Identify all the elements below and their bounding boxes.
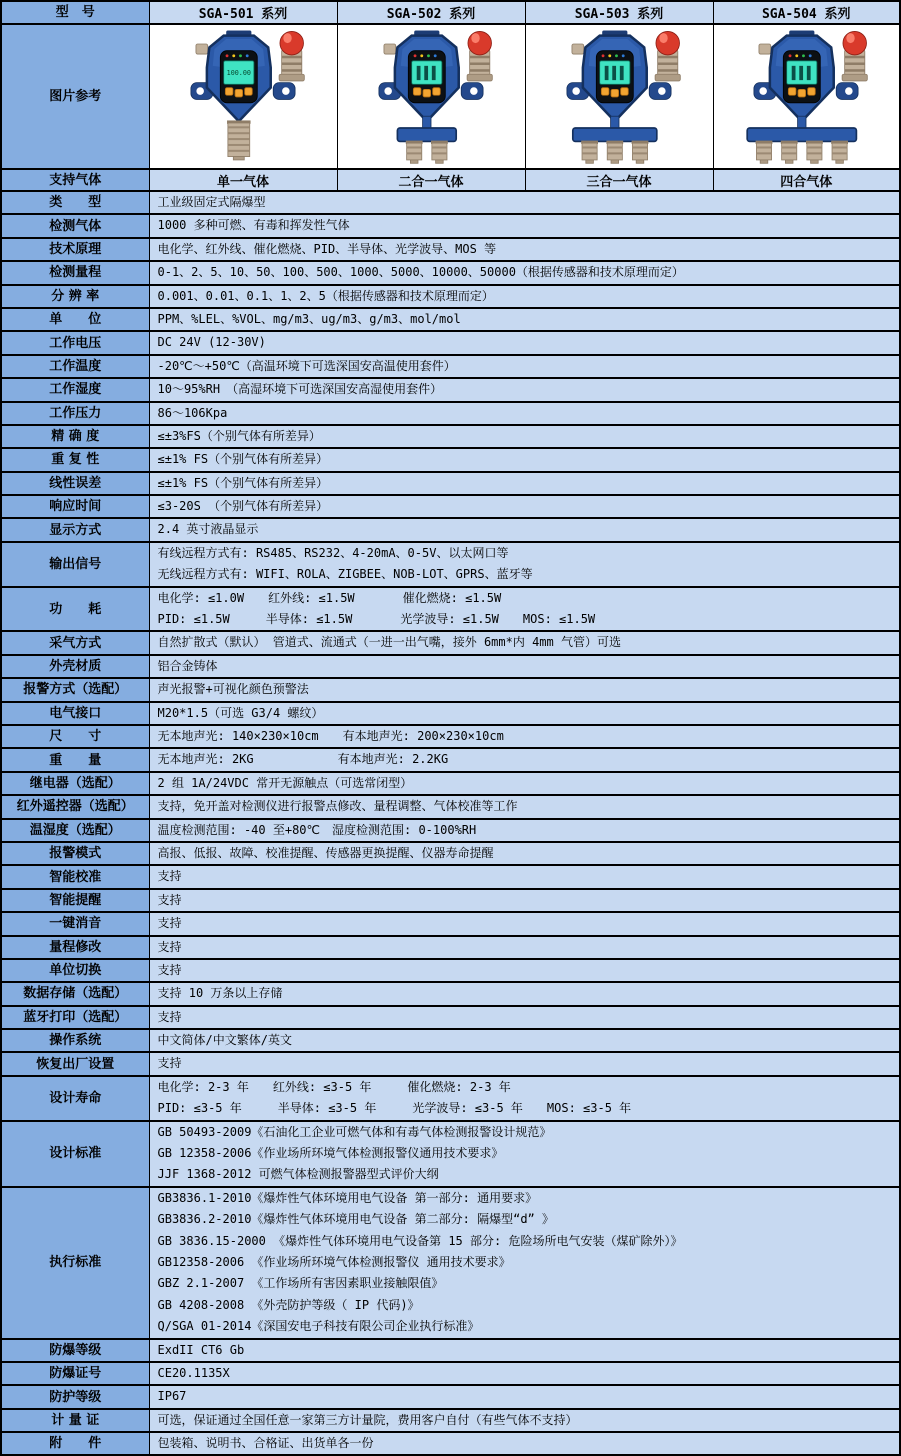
product-image-2 [337, 24, 525, 169]
spec-row [1, 238, 900, 261]
sensor-probe-icon [781, 141, 798, 164]
spec-value-line: ExdII CT6 Gb [157, 1342, 245, 1357]
spec-row-label: 检测量程 [1, 261, 149, 284]
gas-row-label: 支持气体 [1, 169, 149, 191]
spec-row [1, 959, 900, 982]
spec-row-value [149, 655, 900, 678]
spec-row [1, 936, 900, 959]
panel-buttons [601, 88, 628, 97]
spec-value-line: GB 3836.15-2000 《爆炸性气体环境用电气设备第 15 部分: 危险场所电气安装（煤矿除外）》 [157, 1233, 683, 1248]
spec-row-label: 计 量 证 [1, 1409, 149, 1432]
spec-row-value [149, 889, 900, 912]
spec-value-line: 可选，保证通过全国任意一家第三方计量院，费用客户自付（有些气体不支持） [157, 1412, 578, 1427]
alarm-beacon-icon [467, 31, 492, 81]
spec-value-line: 自然扩散式（默认） 管道式、流通式（一进一出气嘴，接外 6mm*内 4mm 气管）可选 [157, 635, 621, 650]
manifold-bar [397, 128, 456, 141]
mount-hole-icon [282, 87, 290, 95]
spec-value-line: 支持 10 万条以上存储 [157, 986, 283, 1001]
spec-row [1, 518, 900, 541]
spec-row [1, 1076, 900, 1121]
spec-row-value [149, 748, 900, 771]
spec-row [1, 842, 900, 865]
sensor-probe-icon [632, 141, 649, 164]
lcd-reading: 100.00 [226, 69, 251, 78]
spec-value-line: GBZ 2.1-2007 《工作场所有害因素职业接触限值》 [157, 1276, 444, 1291]
spec-row-label: 工作电压 [1, 331, 149, 354]
sensor-probe-icon [831, 141, 848, 164]
spec-row-label: 操作系统 [1, 1029, 149, 1052]
spec-row-value [149, 261, 900, 284]
model-header-3: SGA-503 系列 [525, 1, 713, 24]
spec-value-line: ≤3-20S （个别气体有所差异） [157, 499, 329, 514]
spec-row-label: 防爆等级 [1, 1339, 149, 1362]
panel-buttons [789, 88, 816, 97]
spec-row-label: 设计寿命 [1, 1076, 149, 1121]
spec-row-value [149, 238, 900, 261]
spec-value-line: 支持 [157, 869, 182, 884]
spec-row [1, 191, 900, 214]
image-row-label: 图片参考 [1, 24, 149, 169]
spec-row-value [149, 772, 900, 795]
spec-value-line: GB 50493-2009《石油化工企业可燃气体和有毒气体检测报警设计规范》 [157, 1124, 552, 1139]
spec-value-line: 2.4 英寸液晶显示 [157, 522, 259, 537]
spec-row [1, 1121, 900, 1187]
spec-row-value [149, 495, 900, 518]
spec-row-value [149, 795, 900, 818]
spec-row-label: 设计标准 [1, 1121, 149, 1187]
spec-row-value [149, 1432, 900, 1455]
spec-value-line: 包装箱、说明书、合格证、出货单各一份 [157, 1436, 374, 1451]
spec-value-line: PID: ≤1.5W 半导体: ≤1.5W 光学波导: ≤1.5W MOS: ≤1.5W [157, 612, 596, 627]
spec-row [1, 1362, 900, 1385]
spec-row [1, 702, 900, 725]
spec-row-value [149, 725, 900, 748]
sensor-probe-icon [406, 141, 423, 164]
gas-type-3: 三合一气体 [525, 169, 713, 191]
spec-row-value [149, 1029, 900, 1052]
model-row-label: 型 号 [1, 1, 149, 24]
spec-row [1, 725, 900, 748]
spec-value-line: 铝合金铸体 [157, 658, 218, 673]
spec-row-label: 量程修改 [1, 936, 149, 959]
spec-row-value [149, 402, 900, 425]
spec-row [1, 472, 900, 495]
spec-value-line: ≤±1% FS（个别气体有所差异） [157, 452, 329, 467]
spec-row-label: 恢复出厂设置 [1, 1052, 149, 1075]
spec-row-value [149, 1076, 900, 1121]
model-header-4: SGA-504 系列 [713, 1, 900, 24]
spec-row [1, 889, 900, 912]
spec-value-line: 1000 多种可燃、有毒和挥发性气体 [157, 218, 350, 233]
spec-value-line: 电化学、红外线、催化燃烧、PID、半导体、光学波导、MOS 等 [157, 241, 497, 256]
spec-value-line: Q/SGA 01-2014《深国安电子科技有限公司企业执行标准》 [157, 1319, 480, 1334]
spec-row [1, 772, 900, 795]
spec-value-line: PPM、%LEL、%VOL、mg/m3、ug/m3、g/m3、mol/mol [157, 311, 461, 326]
spec-value-line: 电化学: 2-3 年 红外线: ≤3-5 年 催化燃烧: 2-3 年 [157, 1079, 511, 1094]
spec-row-label: 技术原理 [1, 238, 149, 261]
supported-gas-row [1, 169, 900, 191]
spec-value-line: 支持 [157, 939, 182, 954]
spec-row-label: 分 辨 率 [1, 285, 149, 308]
mount-hole-icon [572, 87, 580, 95]
manifold-bar [573, 128, 657, 141]
spec-row-label: 单 位 [1, 308, 149, 331]
gas-detector-illustration [722, 27, 890, 166]
spec-row-label: 尺 寸 [1, 725, 149, 748]
sensor-probe-icon [806, 141, 823, 164]
spec-row-value [149, 819, 900, 842]
model-header-row [1, 1, 900, 24]
mount-hole-icon [384, 87, 392, 95]
spec-row-value [149, 702, 900, 725]
spec-row-value [149, 959, 900, 982]
spec-row-label: 电气接口 [1, 702, 149, 725]
spec-value-line: 电化学: ≤1.0W 红外线: ≤1.5W 催化燃烧: ≤1.5W [157, 590, 502, 605]
mount-hole-icon [760, 87, 768, 95]
spec-value-line: 无本地声光: 140×230×10cm 有本地声光: 200×230×10cm [157, 728, 504, 743]
spec-row [1, 678, 900, 701]
spec-row-value [149, 425, 900, 448]
spec-row [1, 448, 900, 471]
spec-row-value [149, 542, 900, 587]
gas-detector-illustration [159, 27, 327, 166]
spec-row-value [149, 214, 900, 237]
spec-value-line: 0-1、2、5、10、50、100、500、1000、5000、10000、50000（根据传感器和技术原理而定） [157, 265, 684, 280]
spec-row [1, 655, 900, 678]
spec-value-line: 86～106Kpa [157, 405, 228, 420]
spec-row-label: 重 复 性 [1, 448, 149, 471]
spec-value-line: JJF 1368-2012 可燃气体检测报警器型式评价大纲 [157, 1167, 439, 1182]
spec-row [1, 261, 900, 284]
spec-row-label: 线性误差 [1, 472, 149, 495]
spec-row [1, 355, 900, 378]
model-header-2: SGA-502 系列 [337, 1, 525, 24]
spec-value-line: GB12358-2006 《作业场所环境气体检测报警仪 通用技术要求》 [157, 1254, 511, 1269]
spec-row-label: 智能提醒 [1, 889, 149, 912]
spec-row-value [149, 1006, 900, 1029]
model-header-1: SGA-501 系列 [149, 1, 337, 24]
spec-value-line: CE20.1135X [157, 1365, 230, 1380]
sensor-probe-icon [227, 120, 251, 159]
spec-row-value [149, 912, 900, 935]
spec-row-value [149, 865, 900, 888]
spec-row [1, 1029, 900, 1052]
spec-value-line: -20℃～+50℃（高温环境下可选深国安高温使用套件） [157, 358, 456, 373]
spec-value-line: GB3836.1-2010《爆炸性气体环境用电气设备 第一部分: 通用要求》 [157, 1190, 538, 1205]
spec-row-value [149, 472, 900, 495]
spec-value-line: PID: ≤3-5 年 半导体: ≤3-5 年 光学波导: ≤3-5 年 MOS: ≤3-5 年 [157, 1101, 632, 1116]
spec-row-label: 蓝牙打印（选配） [1, 1006, 149, 1029]
spec-row-label: 数据存储（选配） [1, 982, 149, 1005]
spec-row-value [149, 1052, 900, 1075]
sensor-probe-icon [431, 141, 448, 164]
spec-row-value [149, 1121, 900, 1187]
spec-row-value [149, 285, 900, 308]
spec-row-label: 精 确 度 [1, 425, 149, 448]
spec-row-label: 智能校准 [1, 865, 149, 888]
spec-row [1, 1409, 900, 1432]
spec-row [1, 214, 900, 237]
spec-row-value [149, 1409, 900, 1432]
spec-row-value [149, 678, 900, 701]
spec-value-line: 声光报警+可视化颜色预警法 [157, 682, 309, 697]
spec-row-value [149, 1339, 900, 1362]
spec-row-value [149, 1362, 900, 1385]
spec-value-line: 工业级固定式隔爆型 [157, 195, 266, 209]
spec-value-line: 高报、低报、故障、校准提醒、传感器更换提醒、仪器寿命提醒 [157, 845, 494, 860]
spec-value-line: ≤±1% FS（个别气体有所差异） [157, 475, 329, 490]
spec-row [1, 1339, 900, 1362]
spec-value-line: 支持 [157, 916, 182, 931]
spec-value-line: GB3836.2-2010《爆炸性气体环境用电气设备 第二部分: 隔爆型“d” 》 [157, 1212, 554, 1227]
spec-row [1, 308, 900, 331]
mount-hole-icon [196, 87, 204, 95]
mount-hole-icon [658, 87, 666, 95]
spec-value-line: 2 组 1A/24VDC 常开无源触点（可选常闭型） [157, 775, 413, 790]
spec-row-label: 输出信号 [1, 542, 149, 587]
spec-row [1, 425, 900, 448]
panel-buttons [225, 88, 252, 97]
gas-detector-illustration [535, 27, 703, 166]
spec-row-label: 工作压力 [1, 402, 149, 425]
spec-row [1, 542, 900, 587]
spec-row [1, 865, 900, 888]
spec-row [1, 631, 900, 654]
spec-row-value [149, 842, 900, 865]
spec-value-line: ≤±3%FS（个别气体有所差异） [157, 428, 321, 443]
spec-row-value [149, 631, 900, 654]
spec-row-label: 显示方式 [1, 518, 149, 541]
spec-row-value [149, 331, 900, 354]
spec-value-line: DC 24V (12-30V) [157, 335, 266, 350]
spec-row-label: 重 量 [1, 748, 149, 771]
spec-value-line: 有线远程方式有: RS485、RS232、4-20mA、0-5V、以太网口等 [157, 545, 509, 560]
spec-row-value [149, 982, 900, 1005]
spec-row-label: 功 耗 [1, 587, 149, 632]
spec-row-value [149, 518, 900, 541]
spec-value-line: 中文简体/中文繁体/英文 [157, 1033, 292, 1048]
sensor-probe-icon [606, 141, 623, 164]
spec-value-line: 支持 [157, 1009, 182, 1024]
spec-value-line: M20*1.5（可选 G3/4 螺纹） [157, 705, 324, 720]
spec-row [1, 795, 900, 818]
alarm-beacon-icon [842, 31, 867, 81]
spec-row [1, 1052, 900, 1075]
spec-value-line: 支持 [157, 962, 182, 977]
spec-row-value [149, 308, 900, 331]
spec-row-label: 红外遥控器（选配） [1, 795, 149, 818]
alarm-beacon-icon [655, 31, 680, 81]
spec-row-label: 附 件 [1, 1432, 149, 1455]
spec-value-line: GB 4208-2008 《外壳防护等级（ IP 代码)》 [157, 1297, 420, 1312]
spec-value-line: 0.001、0.01、0.1、1、2、5（根据传感器和技术原理而定） [157, 288, 494, 303]
spec-row-value [149, 191, 900, 214]
mount-hole-icon [845, 87, 853, 95]
spec-value-line: 10～95%RH （高湿环境下可选深国安高湿使用套件） [157, 382, 443, 397]
spec-row [1, 378, 900, 401]
spec-row [1, 1006, 900, 1029]
spec-row-label: 外壳材质 [1, 655, 149, 678]
spec-row [1, 748, 900, 771]
spec-row [1, 819, 900, 842]
spec-value-line: 无线远程方式有: WIFI、ROLA、ZIGBEE、NOB-LOT、GPRS、蓝牙等 [157, 567, 533, 582]
panel-buttons [413, 88, 440, 97]
spec-row [1, 587, 900, 632]
spec-row-label: 防爆证号 [1, 1362, 149, 1385]
spec-row-label: 报警模式 [1, 842, 149, 865]
alarm-beacon-icon [279, 31, 304, 81]
spec-value-line: 温度检测范围: -40 至+80℃ 湿度检测范围: 0-100%RH [157, 822, 477, 837]
spec-row [1, 1432, 900, 1455]
sensor-probe-icon [756, 141, 773, 164]
manifold-bar [747, 128, 856, 141]
spec-row-label: 继电器（选配） [1, 772, 149, 795]
gas-type-2: 二合一气体 [337, 169, 525, 191]
spec-row [1, 982, 900, 1005]
spec-row [1, 495, 900, 518]
spec-row-label: 工作温度 [1, 355, 149, 378]
spec-row-label: 执行标准 [1, 1187, 149, 1339]
spec-row-label: 温湿度（选配） [1, 819, 149, 842]
product-image-4 [713, 24, 900, 169]
gas-type-1: 单一气体 [149, 169, 337, 191]
spec-row-label: 工作湿度 [1, 378, 149, 401]
spec-row-value [149, 1187, 900, 1339]
spec-value-line: 支持 [157, 1056, 182, 1071]
spec-row [1, 285, 900, 308]
spec-row-label: 报警方式（选配） [1, 678, 149, 701]
spec-row [1, 402, 900, 425]
spec-value-line: 支持 [157, 892, 182, 907]
product-image-1 [149, 24, 337, 169]
spec-value-line: IP67 [157, 1389, 187, 1404]
image-reference-row [1, 24, 900, 169]
spec-row-label: 响应时间 [1, 495, 149, 518]
product-image-3 [525, 24, 713, 169]
sensor-probe-icon [581, 141, 598, 164]
spec-row-value [149, 448, 900, 471]
spec-row [1, 912, 900, 935]
spec-value-line: 无本地声光: 2KG 有本地声光: 2.2KG [157, 752, 449, 767]
spec-row-value [149, 936, 900, 959]
spec-row-label: 防护等级 [1, 1385, 149, 1408]
spec-row [1, 331, 900, 354]
spec-row [1, 1187, 900, 1339]
spec-row-label: 单位切换 [1, 959, 149, 982]
spec-row-value [149, 587, 900, 632]
spec-row [1, 1385, 900, 1408]
spec-value-line: 支持，免开盖对检测仪进行报警点修改、量程调整、气体校准等工作 [157, 799, 518, 814]
spec-row-value [149, 378, 900, 401]
spec-row-label: 检测气体 [1, 214, 149, 237]
mount-hole-icon [470, 87, 478, 95]
spec-row-label: 一键消音 [1, 912, 149, 935]
spec-row-label: 类 型 [1, 191, 149, 214]
spec-row-value [149, 1385, 900, 1408]
spec-value-line: GB 12358-2006《作业场所环境气体检测报警仪通用技术要求》 [157, 1146, 504, 1161]
spec-row-value [149, 355, 900, 378]
spec-row-label: 采气方式 [1, 631, 149, 654]
gas-detector-illustration [347, 27, 515, 166]
gas-type-4: 四合气体 [713, 169, 900, 191]
